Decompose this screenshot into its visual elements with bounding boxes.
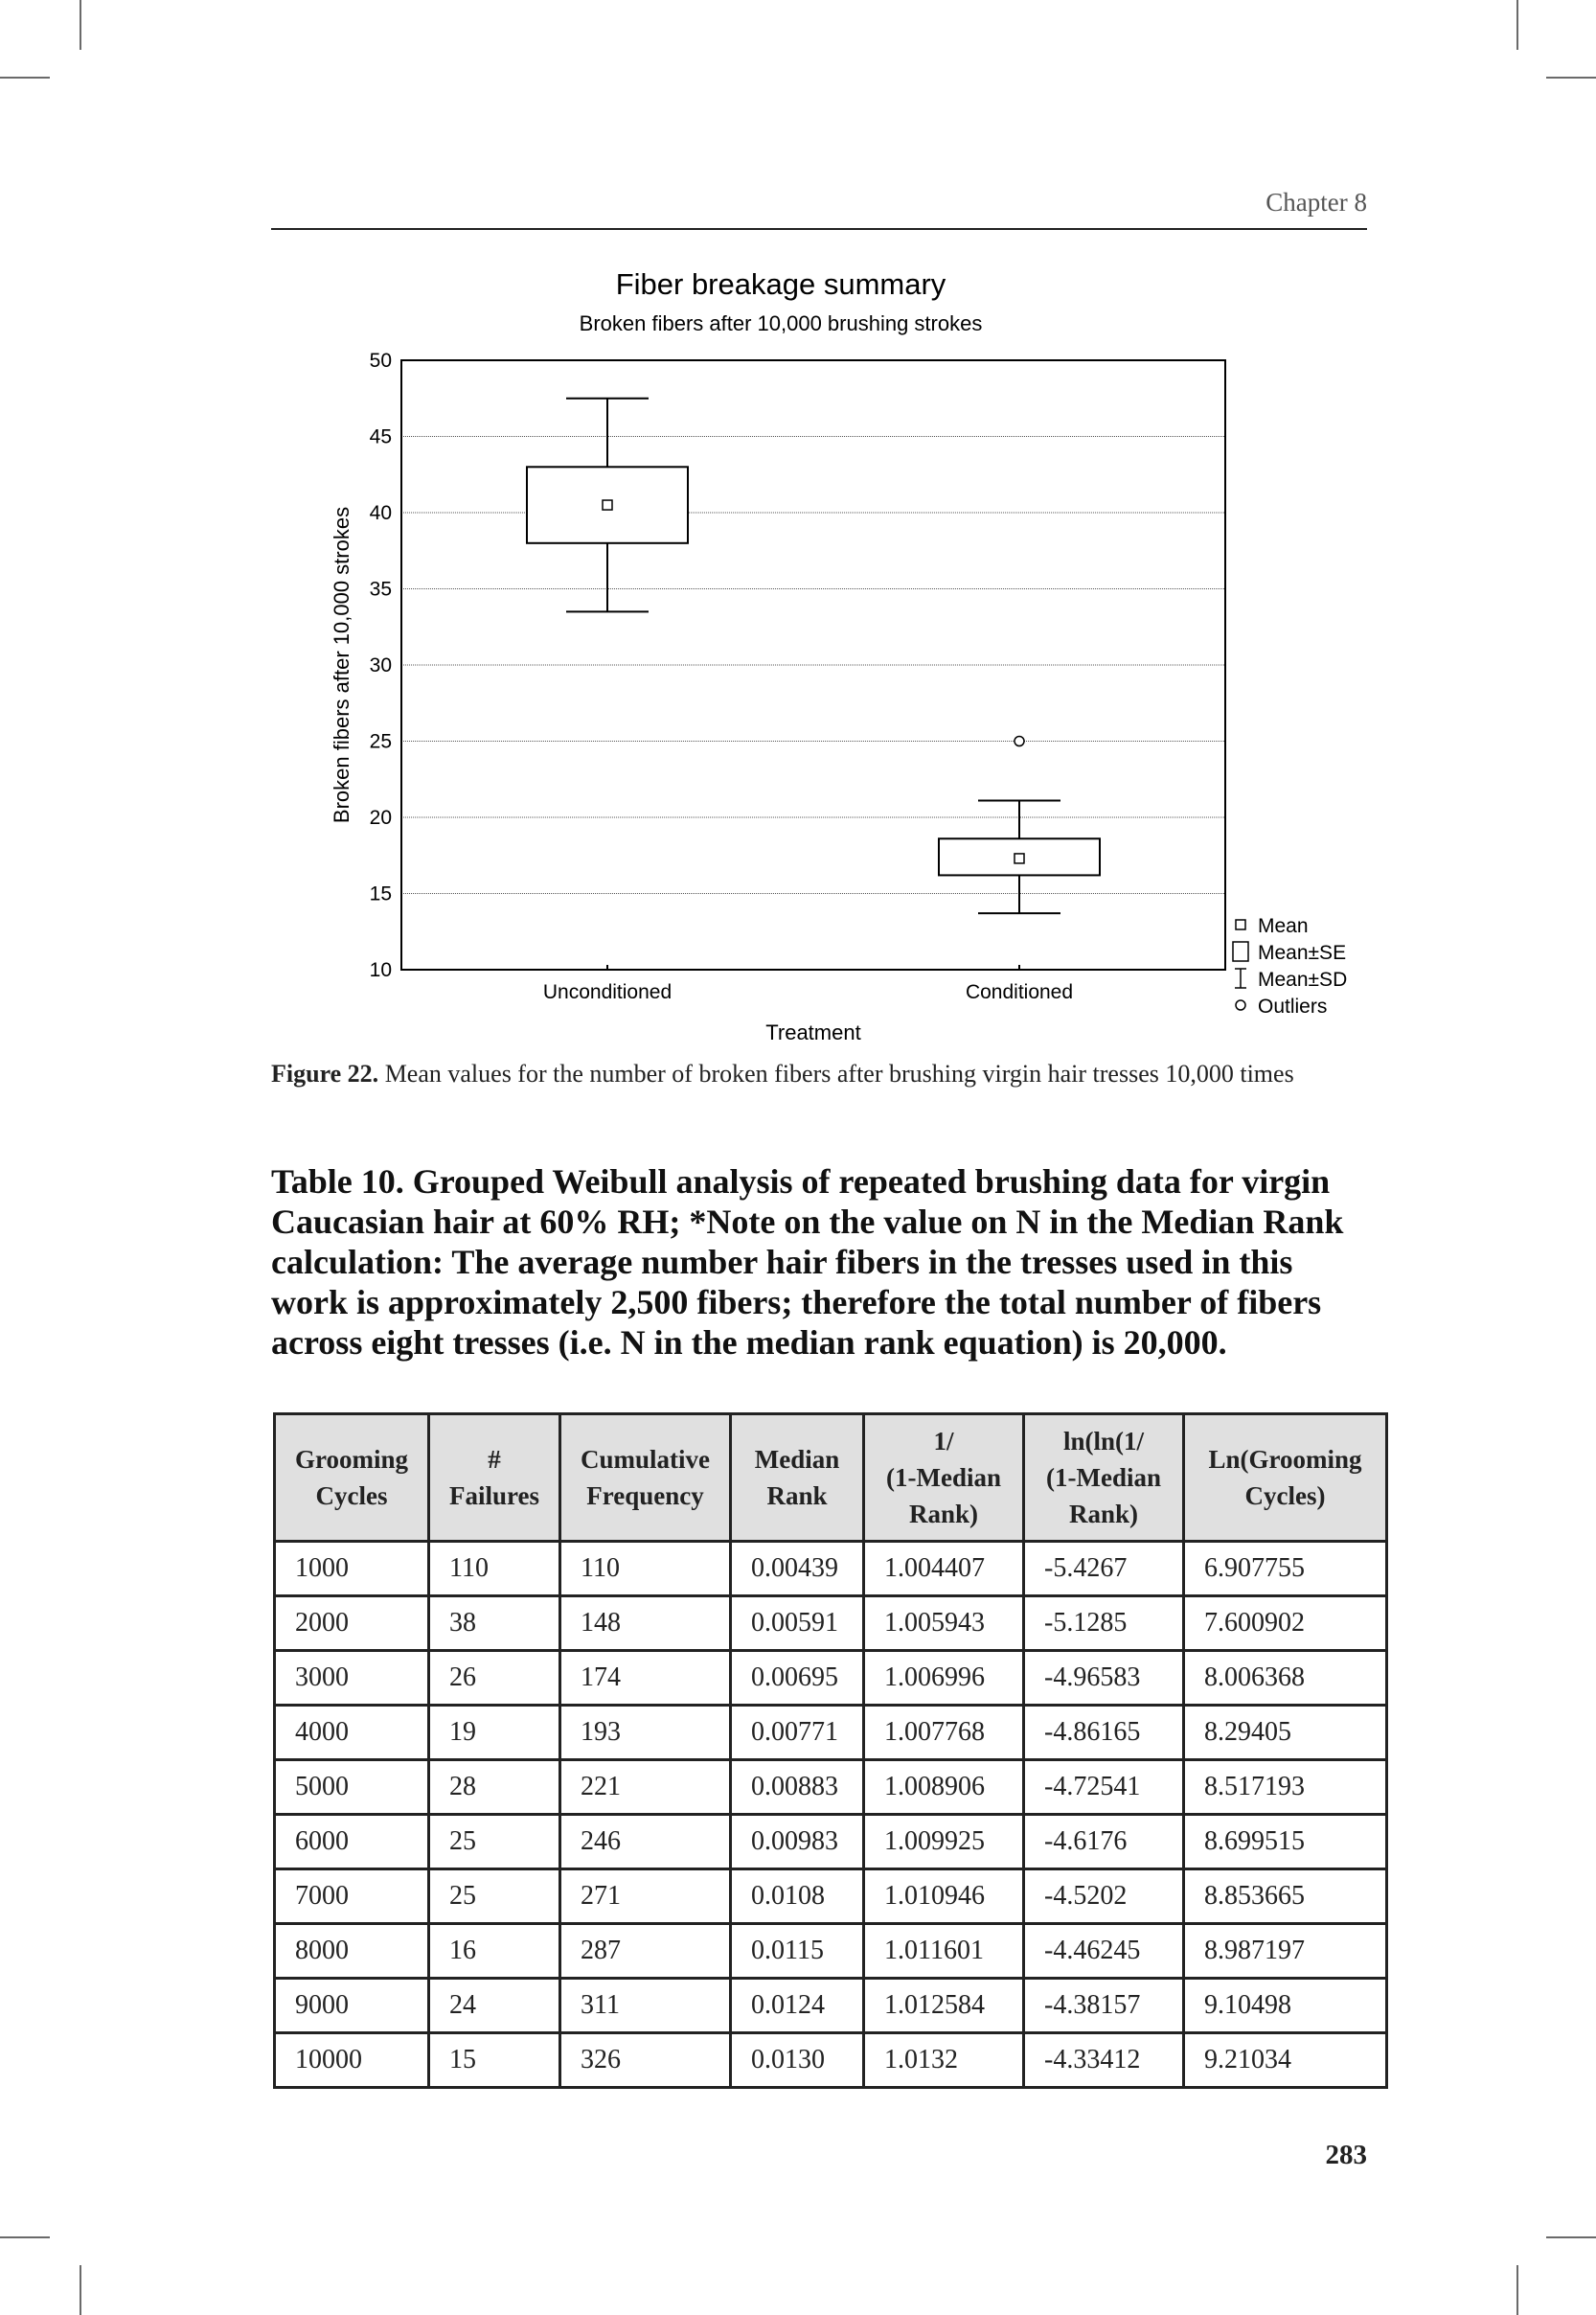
column-header-line: Cycles) [1244,1481,1326,1510]
y-tick-label: 20 [369,807,392,829]
table-row [275,1979,1387,2033]
outlier-point [1015,737,1024,746]
legend-label: Mean [1258,915,1309,937]
column-header [1024,1414,1184,1542]
table-cell: 110 [429,1542,560,1596]
table-cell: 1000 [275,1542,429,1596]
table-cell: 8.699515 [1184,1815,1387,1869]
running-head: Chapter 8 [1265,188,1367,217]
page-number: 283 [1325,2140,1367,2170]
table-cell: -4.86165 [1024,1706,1184,1760]
table-cell: 25 [429,1815,560,1869]
table-cell: 26 [429,1651,560,1706]
table-cell: 193 [560,1706,731,1760]
table-cell: 110 [560,1542,731,1596]
table-cell: -4.38157 [1024,1979,1184,2033]
column-header-line: Failures [449,1481,539,1510]
table-cell: -4.46245 [1024,1924,1184,1979]
table-row [275,1815,1387,1869]
figure-caption [271,1057,1367,1091]
table-cell: 6000 [275,1815,429,1869]
table-cell: 1.006996 [864,1651,1024,1706]
crop-mark [0,77,50,79]
box-plot-chart [307,259,1379,1054]
table-cell: 16 [429,1924,560,1979]
y-tick-label: 45 [369,425,392,448]
legend-label: Mean±SE [1258,942,1347,964]
y-tick-label: 25 [369,730,392,753]
column-header-line: Rank [766,1481,828,1510]
table-cell: 4000 [275,1706,429,1760]
column-header-line: Ln(Grooming [1208,1445,1362,1474]
table-cell: 0.00883 [731,1760,864,1815]
y-tick-labels [370,350,392,981]
figure-caption-text: Mean values for the number of broken fibers after brushing virgin hair tresses 10,000 times [378,1060,1294,1088]
mean-marker [603,500,612,510]
column-header-line: ln(ln(1/ [1062,1427,1145,1455]
table-cell: 8.987197 [1184,1924,1387,1979]
column-header [560,1414,731,1542]
y-tick-label: 40 [369,502,392,524]
crop-mark [1546,2236,1596,2238]
table-cell: -4.33412 [1024,2033,1184,2088]
x-tick-label: Unconditioned [542,981,673,1003]
table-cell: 1.0132 [864,2033,1024,2088]
crop-mark [1516,2265,1518,2315]
table-cell: 1.008906 [864,1760,1024,1815]
table-cell: 6.907755 [1184,1542,1387,1596]
table-cell: 38 [429,1596,560,1651]
legend-outlier-icon [1236,1000,1245,1010]
table-row [275,1924,1387,1979]
table-cell: 28 [429,1760,560,1815]
table-body [275,1542,1387,2088]
weibull-table [273,1412,1388,2089]
table-cell: 5000 [275,1760,429,1815]
column-header-line: Cumulative [581,1445,710,1474]
table-cell: 8.29405 [1184,1706,1387,1760]
table-cell: 0.0124 [731,1979,864,2033]
legend-se-icon [1233,942,1248,961]
table-row [275,1706,1387,1760]
table-cell: 9.10498 [1184,1979,1387,2033]
figure-label: Figure 22. [271,1060,379,1088]
x-axis-label: Treatment [765,1020,861,1044]
table-cell: 24 [429,1979,560,2033]
column-header [429,1414,560,1542]
column-header [864,1414,1024,1542]
mean-marker [1015,854,1024,863]
table-caption: Table 10. Grouped Weibull analysis of repeated brushing data for virgin Caucasian hair at 60% RH; *Note on the value on N in the Median Rank calculation: The average number hair fibers in the tresses used in this work is approximately 2,500 fibers; therefore the total number of fibers across eight tresses (i.e. N in the median rank equation) is 20,000. [271,1162,1344,1362]
x-tick-label: Conditioned [965,981,1074,1003]
table-cell: 0.00983 [731,1815,864,1869]
crop-mark [0,2236,50,2238]
column-header-line: Frequency [586,1481,704,1510]
table-row [275,1596,1387,1651]
table-cell: 10000 [275,2033,429,2088]
table-cell: 1.007768 [864,1706,1024,1760]
grid-lines [401,437,1225,894]
table-cell: -4.5202 [1024,1869,1184,1924]
table-cell: 1.012584 [864,1979,1024,2033]
crop-mark [1546,77,1596,79]
table-cell: 0.0115 [731,1924,864,1979]
table-cell: 287 [560,1924,731,1979]
chart-legend [1233,915,1347,1018]
table-cell: 15 [429,2033,560,2088]
table-row [275,1869,1387,1924]
y-axis-label: Broken fibers after 10,000 strokes [330,506,353,824]
table-cell: 0.00439 [731,1542,864,1596]
column-header [1184,1414,1387,1542]
legend-label: Mean±SD [1258,969,1348,991]
table-cell: 174 [560,1651,731,1706]
table-cell: 8000 [275,1924,429,1979]
table-cell: -5.1285 [1024,1596,1184,1651]
table-cell: 25 [429,1869,560,1924]
table-cell: 19 [429,1706,560,1760]
table-cell: 0.00695 [731,1651,864,1706]
chart-subtitle: Broken fibers after 10,000 brushing strokes [579,311,983,335]
y-tick-label: 30 [369,654,392,676]
column-header-line: Median [754,1445,840,1474]
table-cell: 1.004407 [864,1542,1024,1596]
column-header [731,1414,864,1542]
table-cell: 311 [560,1979,731,2033]
table-cell: 9.21034 [1184,2033,1387,2088]
y-tick-label: 15 [369,882,392,905]
y-tick-label: 10 [369,959,392,981]
column-header-line: 1/ [933,1427,954,1455]
table-cell: 8.853665 [1184,1869,1387,1924]
chart-title: Fiber breakage summary [615,267,946,301]
y-tick-label: 50 [369,350,392,372]
legend-mean-icon [1236,920,1245,929]
table-cell: 1.011601 [864,1924,1024,1979]
table-cell: 326 [560,2033,731,2088]
table-cell: 8.006368 [1184,1651,1387,1706]
header-rule [271,228,1367,230]
crop-mark [80,0,81,50]
table-header-row [275,1414,1387,1542]
crop-mark [1516,0,1518,50]
y-tick-label: 35 [369,578,392,601]
column-header-line: (1-Median [886,1463,1001,1492]
table-cell: 246 [560,1815,731,1869]
table-row [275,1651,1387,1706]
table-cell: 9000 [275,1979,429,2033]
table-cell: 148 [560,1596,731,1651]
column-header-line: Rank) [908,1500,979,1528]
table-cell: 0.0108 [731,1869,864,1924]
table-cell: -4.96583 [1024,1651,1184,1706]
table-cell: -4.6176 [1024,1815,1184,1869]
table-cell: 1.009925 [864,1815,1024,1869]
table-cell: 8.517193 [1184,1760,1387,1815]
table-cell: 2000 [275,1596,429,1651]
column-header-line: Cycles [315,1481,388,1510]
table-cell: -4.72541 [1024,1760,1184,1815]
crop-mark [80,2265,81,2315]
box-marks [527,399,1100,913]
table-cell: 221 [560,1760,731,1815]
table-row [275,2033,1387,2088]
table-cell: 1.005943 [864,1596,1024,1651]
legend-label: Outliers [1258,996,1328,1018]
column-header-line: Grooming [294,1445,408,1474]
table-cell: 7000 [275,1869,429,1924]
column-header [275,1414,429,1542]
column-header-line: (1-Median [1046,1463,1161,1492]
table-row [275,1760,1387,1815]
table-cell: 7.600902 [1184,1596,1387,1651]
table-cell: -5.4267 [1024,1542,1184,1596]
table-cell: 271 [560,1869,731,1924]
column-header-line: # [488,1445,501,1474]
table-cell: 3000 [275,1651,429,1706]
table-cell: 0.00771 [731,1706,864,1760]
table-row [275,1542,1387,1596]
column-header-line: Rank) [1068,1500,1139,1528]
table-cell: 0.0130 [731,2033,864,2088]
table-cell: 1.010946 [864,1869,1024,1924]
table-cell: 0.00591 [731,1596,864,1651]
